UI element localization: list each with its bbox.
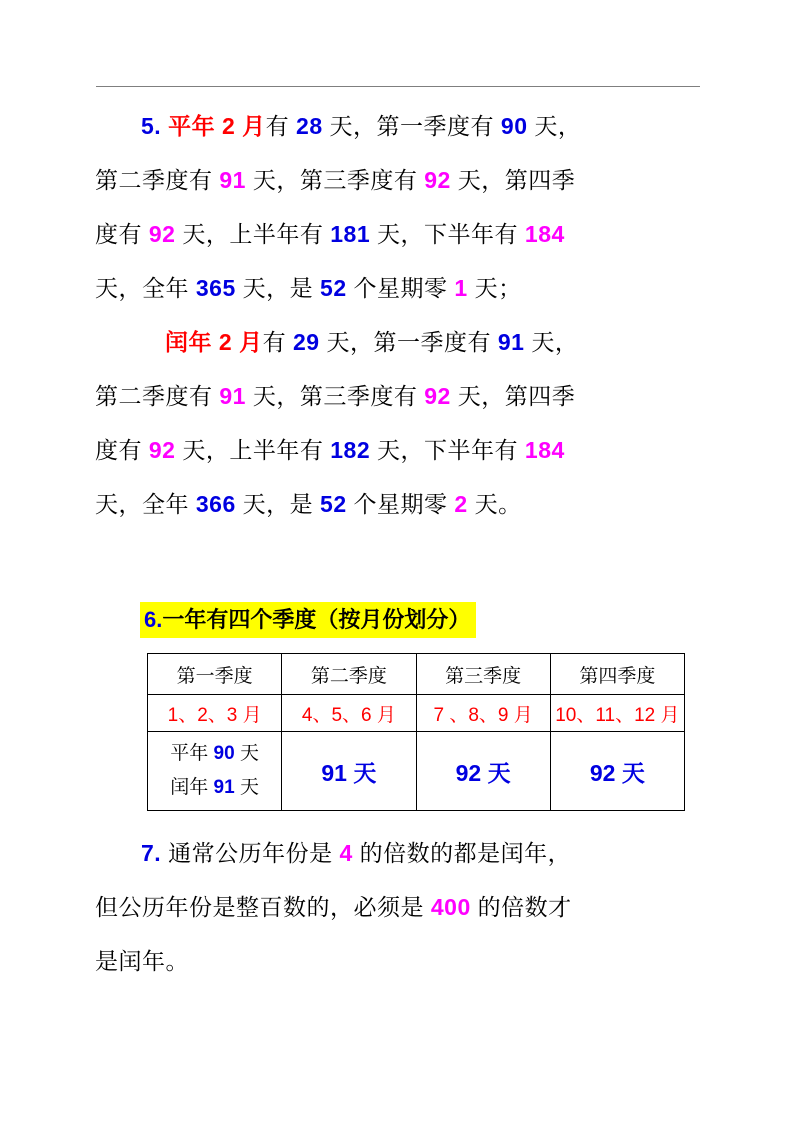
value-28: 28 [296, 113, 323, 139]
header-q3: 第三季度 [416, 654, 550, 695]
months-q2: 4、5、6 月 [282, 695, 416, 732]
item5-dot: . [154, 113, 162, 139]
item5-text-9: 天，下半年有 [377, 221, 519, 247]
heading-item6-wrapper [140, 602, 476, 638]
value-leap-91b: 91 [219, 383, 246, 409]
leap-text-6: 天，第四季 [457, 383, 576, 409]
value-29: 29 [292, 329, 320, 355]
table-row-days [148, 732, 685, 811]
item5-text-2: 天，第一季度有 [329, 113, 495, 139]
paragraph-leap-line3 [95, 423, 703, 477]
leap-text-8: 天，上半年有 [182, 437, 324, 463]
value-leap-184: 184 [524, 437, 565, 463]
label-common-year: 平年 2 月 [168, 113, 266, 139]
item5-number: 5 [141, 113, 155, 139]
paragraph-leap-line2 [95, 369, 703, 423]
days-q1-leap-unit: 天 [239, 777, 259, 798]
paragraph-leap-line1 [95, 315, 703, 369]
item5-text-13: 天； [474, 275, 522, 301]
paragraph-leap-line4 [95, 477, 703, 531]
months-q3: 7 、8、9 月 [416, 695, 550, 732]
item5-text-8: 天，上半年有 [182, 221, 324, 247]
header-q1: 第一季度 [148, 654, 282, 695]
value-leap-92: 92 [424, 383, 451, 409]
item7-dot: . [154, 840, 162, 866]
days-q1-common-value: 90 [213, 743, 235, 764]
leap-text-13: 天。 [474, 491, 522, 517]
paragraph-item7-line3 [95, 934, 703, 988]
item6-number: 6 [144, 607, 157, 632]
leap-text-11: 天，是 [242, 491, 314, 517]
paragraph-item7-line1 [95, 826, 703, 880]
item7-text-3: 但公历年份是整百数的，必须是 [95, 894, 424, 920]
days-q3-value: 92 天 [455, 759, 511, 786]
days-q2-value: 91 天 [321, 759, 377, 786]
leap-text-2: 天，第一季度有 [326, 329, 491, 355]
value-90: 90 [500, 113, 528, 139]
header-divider [96, 86, 700, 87]
value-400: 400 [430, 894, 471, 920]
days-q1-leap-label: 闰年 [170, 777, 209, 798]
table-row-headers [148, 654, 685, 695]
days-q2 [282, 732, 416, 811]
item5-text-6: 天，第四季 [457, 167, 576, 193]
table-row-months [148, 695, 685, 732]
label-leap-year: 闰年 2 月 [165, 329, 263, 355]
paragraph-item5-line1 [95, 99, 703, 153]
value-366: 366 [195, 491, 236, 517]
leap-text-7: 度有 [95, 437, 142, 463]
value-184: 184 [524, 221, 565, 247]
item7-text-4: 的倍数才 [477, 894, 572, 920]
days-q1-leap-value: 91 [213, 777, 235, 798]
item5-text-7: 度有 [95, 221, 142, 247]
value-365: 365 [195, 275, 236, 301]
value-leap-52: 52 [320, 491, 347, 517]
header-q4: 第四季度 [550, 654, 684, 695]
item6-dot: . [156, 607, 163, 632]
value-leap-92b: 92 [148, 437, 176, 463]
quarter-days-table [147, 653, 685, 811]
leap-text-1: 有 [262, 329, 287, 355]
item5-text-5: 天，第三季度有 [252, 167, 418, 193]
leap-text-9: 天，下半年有 [377, 437, 519, 463]
item7-number: 7 [141, 840, 155, 866]
paragraph-item5-line3 [95, 207, 703, 261]
item7-text-5: 是闰年。 [95, 948, 189, 974]
paragraph-item7-line2 [95, 880, 703, 934]
value-leap-91: 91 [497, 329, 525, 355]
leap-text-4: 第二季度有 [95, 383, 213, 409]
paragraph-item5-line4 [95, 261, 703, 315]
item5-text-10: 天，全年 [95, 275, 189, 301]
value-92b: 92 [148, 221, 176, 247]
value-4: 4 [339, 840, 353, 866]
value-91: 91 [219, 167, 246, 193]
leap-text-12: 个星期零 [353, 491, 448, 517]
item5-text-11: 天，是 [242, 275, 314, 301]
days-q1-common-label: 平年 [170, 743, 209, 764]
leap-text-5: 天，第三季度有 [252, 383, 418, 409]
months-q4: 10、11、12 月 [550, 695, 684, 732]
days-q1-common [148, 737, 281, 771]
heading-item6 [140, 602, 476, 638]
days-q3 [416, 732, 550, 811]
value-52: 52 [320, 275, 347, 301]
item5-text-3: 天， [534, 113, 582, 139]
months-q1: 1、2、3 月 [148, 695, 282, 732]
item6-title: 一年有四个季度（按月份划分） [162, 607, 471, 632]
leap-text-10: 天，全年 [95, 491, 189, 517]
days-q1-common-unit: 天 [239, 743, 259, 764]
value-182: 182 [330, 437, 371, 463]
value-92: 92 [424, 167, 451, 193]
header-q2: 第二季度 [282, 654, 416, 695]
days-q4 [550, 732, 684, 811]
item7-text-1: 通常公历年份是 [168, 840, 333, 866]
value-181: 181 [330, 221, 371, 247]
item5-text-12: 个星期零 [353, 275, 448, 301]
item7-text-2: 的倍数的都是闰年， [359, 840, 572, 866]
content-body [95, 99, 703, 531]
days-q1 [148, 732, 282, 811]
item5-text-1: 有 [265, 113, 290, 139]
value-2: 2 [454, 491, 468, 517]
days-q1-leap [148, 771, 281, 805]
leap-text-3: 天， [531, 329, 579, 355]
value-1: 1 [454, 275, 468, 301]
content-item7 [95, 826, 703, 988]
item5-text-4: 第二季度有 [95, 167, 213, 193]
paragraph-item5-line2 [95, 153, 703, 207]
days-q4-value: 92 天 [589, 759, 645, 786]
